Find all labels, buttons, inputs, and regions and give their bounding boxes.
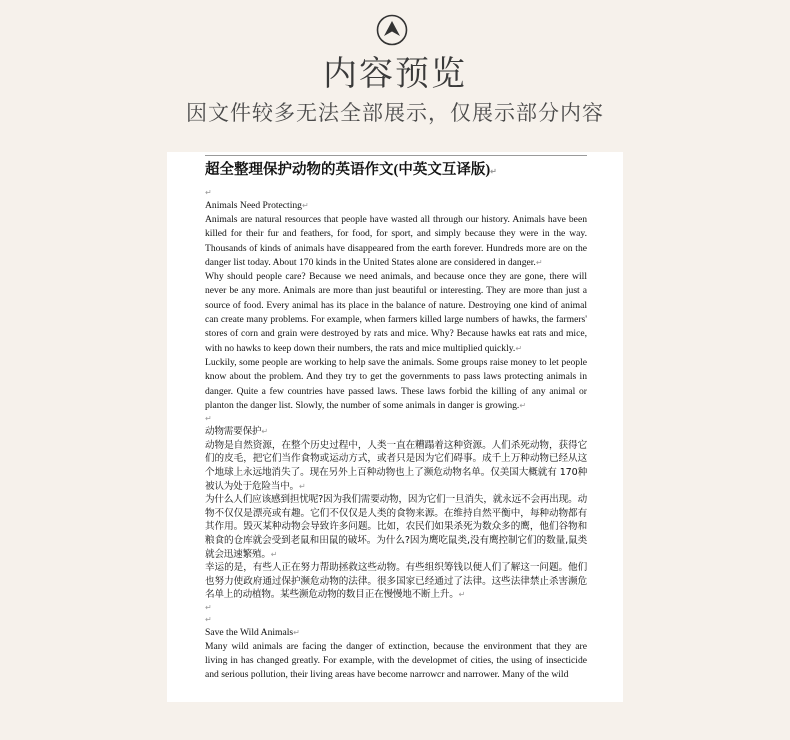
paragraph-en-1: Animals are natural resources that people have wasted all through our history. Animals have been killed for their fur and feathers, for food, for sport, and simply because they were in the way. Thousands of kinds of animals have disappeared from the earth forever. Hundreds more are on the danger list today. About 170 kinds in the United States alone are considered in danger.↵ — [205, 214, 587, 268]
document-title: 超全整理保护动物的英语作文(中英文互译版)↵ — [205, 162, 497, 178]
paragraph-en-3: Luckily, some people are working to help save the animals. Some groups raise money to let people know about the problem. And they try to get the governments to pass laws protecting animals in danger. Quite a few countries have passed laws. These laws forbid the killing of any animal or planton the danger list. Slowly, the number of some animals in danger is growing.↵ — [205, 356, 587, 411]
empty-paragraph: ↵ — [205, 188, 212, 197]
section-heading-save-wild-animals: Save the Wild Animals↵ — [205, 626, 300, 638]
paragraph-zh-1: 动物是自然资源，在整个历史过程中，人类一直在糟蹋着这种资源。人们杀死动物，获得它们的皮毛，把它们当作食物或运动方式，或者只是因为它们碍事。成千上万种动物已经从这个地球上永远地消失了。现在另外上百种动物也上了濒危动物名单。仅美国大概就有 170种被认为处于危险当中。↵ — [205, 439, 587, 492]
section-heading-animals-need-protecting: Animals Need Protecting↵ — [205, 200, 309, 211]
document-body — [205, 159, 587, 683]
empty-paragraph: ↵ — [205, 602, 212, 612]
empty-paragraph: ↵ — [205, 614, 212, 624]
page-subtitle: 因文件较多无法全部展示，仅展示部分内容 — [186, 101, 604, 125]
section-heading-zh: 动物需要保护↵ — [205, 426, 268, 438]
logo-icon — [376, 14, 408, 46]
paragraph-en-2: Why should people care? Because we need animals, and because once they are gone, there will never be any more. Animals are more than just beautiful or interesting. They are more than just a source of food. Every animal has its place in the balance of nature. Destroying one kind of animal can create many problems. For example, when farmers killed large numbers of hawks, the farmers' stores of corn and grain were destroyed by rats and mice. Why? Because hawks eat rats and mice, with no hawks to keep down their numbers, the rats and mice multiplied quickly.↵ — [205, 271, 587, 354]
paragraph-en-4: Many wild animals are facing the danger of extinction, because the environment that they are living in has changed greatly. For example, with the developmet of cities, the using of insecticide and serious pollution, their living areas have become narrowcr and narrower. Many of the wild — [205, 640, 587, 681]
paragraph-zh-3: 幸运的是，有些人正在努力帮助拯救这些动物。有些组织筹钱以便人们了解这一问题。他们也努力使政府通过保护濒危动物的法律。很多国家已经通过了法律。这些法律禁止杀害濒危名单上的动植物。某些濒危动物的数目正在慢慢地不断上升。↵ — [205, 562, 587, 601]
paragraph-zh-2: 为什么人们应该感到担忧呢?因为我们需要动物，因为它们一旦消失，就永远不会再出现。动物不仅仅是漂亮或有趣。它们不仅仅是人类的食物来源。在维持自然平衡中，每种动物都有其作用。毁灭某种动物会导致许多问题。比如，农民们如果杀死为数众多的鹰，他们谷物和粮食的仓库就会受到老鼠和田鼠的破坏。为什么?因为鹰吃鼠类,没有鹰控制它们的数量,鼠类就会迅速繁殖。↵ — [205, 494, 587, 560]
header-rule — [205, 155, 587, 156]
document-preview — [167, 152, 623, 702]
page-title: 内容预览 — [323, 54, 467, 94]
empty-paragraph: ↵ — [205, 414, 212, 424]
